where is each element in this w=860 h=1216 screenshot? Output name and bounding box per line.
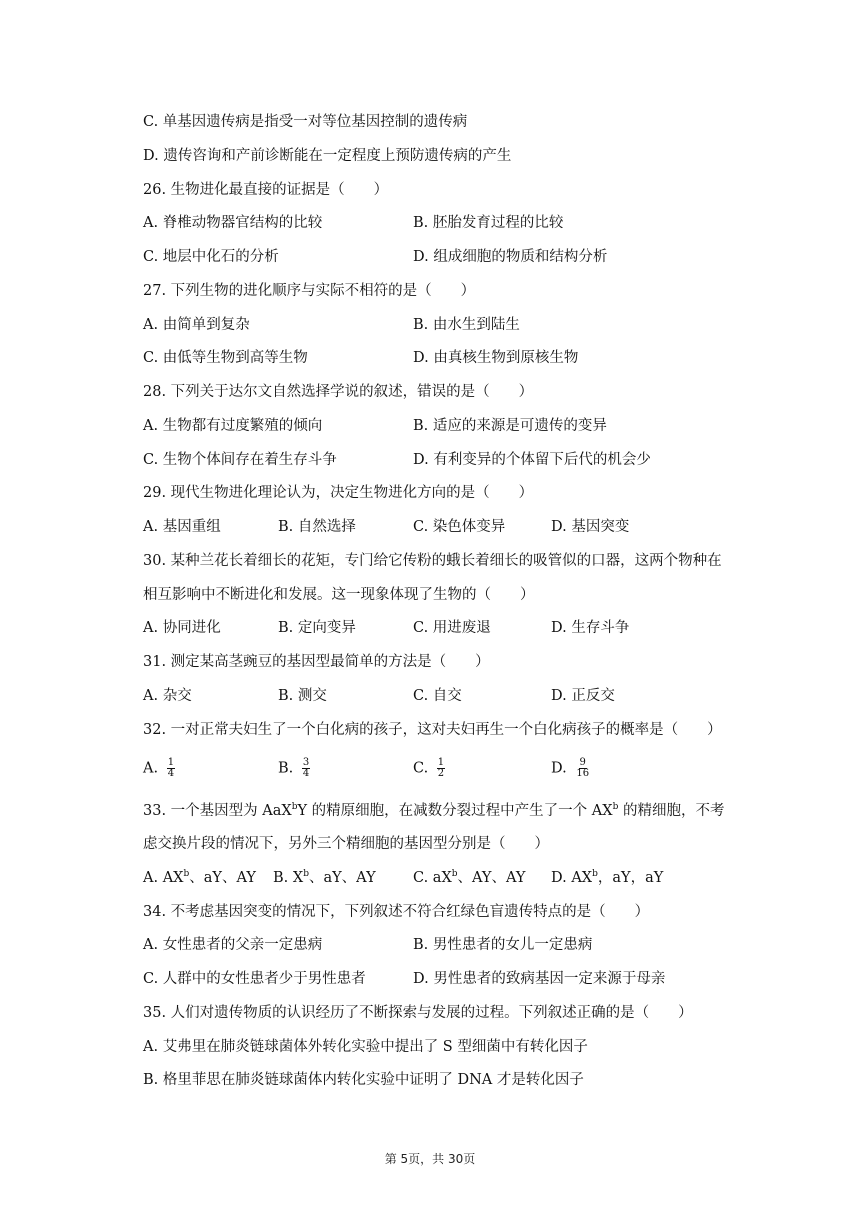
text: 、aY、AY: [189, 870, 256, 886]
option-row: [143, 517, 743, 537]
option-d: [551, 758, 590, 779]
text: 、aY、AY: [308, 870, 376, 886]
question-34: 34. 不考虑基因突变的情况下，下列叙述不符合红绿色盲遗传特点的是（ ）: [143, 904, 650, 920]
option-d: D. 由真核生物到原核生物: [413, 350, 579, 366]
option-row: [143, 618, 743, 638]
option-row: [143, 758, 743, 784]
numerator: 9: [579, 757, 586, 768]
text: Y 的精原细胞，在减数分裂过程中产生了一个 AX: [297, 803, 613, 819]
denominator: 4: [167, 768, 175, 779]
text: ，aY，aY: [597, 870, 664, 886]
option-row: [143, 416, 607, 436]
question-31: 31. 测定某高茎豌豆的基因型最简单的方法是（ ）: [143, 654, 490, 670]
text: 、AY、AY: [457, 870, 526, 886]
option-d: D. 组成细胞的物质和结构分析: [413, 249, 608, 265]
option-d: D. 基因突变: [551, 519, 630, 535]
option-a: A. 由简单到复杂: [143, 317, 250, 333]
superscript: b: [183, 869, 190, 880]
numerator: 3: [302, 757, 310, 768]
superscript: b: [303, 869, 309, 880]
question-27: 27. 下列生物的进化顺序与实际不相符的是（ ）: [143, 283, 476, 299]
option-row: [143, 247, 608, 267]
superscript: b: [592, 869, 598, 880]
option-c: C. 自交: [413, 688, 462, 704]
option-c: C. 人群中的女性患者少于男性患者: [143, 971, 366, 987]
option-row: [143, 969, 666, 989]
option-c: [413, 868, 525, 888]
option-label: A.: [143, 760, 159, 777]
page-footer: 第 5页，共 30页: [384, 1152, 476, 1166]
text: B. X: [273, 870, 304, 886]
option-text: D. 遗传咨询和产前诊断能在一定程度上预防遗传病的产生: [143, 148, 512, 164]
option-b: B. 胚胎发育过程的比较: [413, 215, 564, 231]
fraction: [302, 758, 310, 779]
text: 的精细胞，不考: [618, 803, 725, 819]
question-30: 30. 某种兰花长着细长的花矩，专门给它传粉的蛾长着细长的吸管似的口器，这两个物种在: [143, 553, 722, 569]
question-33: [143, 801, 724, 821]
option-row: [143, 348, 579, 368]
option-d: [551, 868, 663, 888]
option-b: [273, 868, 376, 888]
text: D. AX: [551, 870, 593, 886]
option-b: B. 定向变异: [278, 620, 356, 636]
option-d: D. 正反交: [551, 688, 615, 704]
question-26: 26. 生物进化最直接的证据是（ ）: [143, 182, 389, 198]
option-d: D. 有利变异的个体留下后代的机会少: [413, 452, 651, 468]
option-row: [143, 935, 593, 955]
option-a: [143, 758, 175, 779]
option-b: B. 适应的来源是可遗传的变异: [413, 418, 607, 434]
question-30-cont: 相互影响中不断进化和发展。这一现象体现了生物的（ ）: [143, 587, 535, 603]
option-a: A. 生物都有过度繁殖的倾向: [143, 418, 323, 434]
fraction: [575, 758, 590, 779]
question-33-cont: 虑交换片段的情况下，另外三个精细胞的基因型分别是（ ）: [143, 836, 549, 852]
fraction: [167, 758, 175, 779]
denominator: 16: [576, 768, 590, 779]
option-d: D. 生存斗争: [551, 620, 630, 636]
text: 33. 一个基因型为 AaX: [143, 803, 292, 819]
option-label: B.: [278, 760, 294, 777]
option-c: C. 用进废退: [413, 620, 491, 636]
option-c: C. 由低等生物到高等生物: [143, 350, 308, 366]
option-label: C.: [413, 760, 429, 777]
option-row: [143, 450, 651, 470]
option-row: [143, 315, 520, 335]
option-b: B. 由水生到陆生: [413, 317, 520, 333]
text: C. aX: [413, 870, 452, 886]
option-a: A. 脊椎动物器官结构的比较: [143, 215, 323, 231]
option-d: D. 男性患者的致病基因一定来源于母亲: [413, 971, 666, 987]
denominator: 4: [302, 768, 310, 779]
option-c: C. 染色体变异: [413, 519, 506, 535]
option-text: C. 单基因遗传病是指受一对等位基因控制的遗传病: [143, 114, 468, 130]
option-label: D.: [551, 760, 567, 777]
option-b: B. 自然选择: [278, 519, 356, 535]
question-32: 32. 一对正常夫妇生了一个白化病的孩子，这对夫妇再生一个白化病孩子的概率是（ ）: [143, 722, 722, 738]
option-row: [143, 868, 743, 888]
superscript: b: [612, 802, 619, 813]
option-b: B. 男性患者的女儿一定患病: [413, 937, 593, 953]
option-a: A. 协同进化: [143, 620, 221, 636]
option-a: A. 艾弗里在肺炎链球菌体外转化实验中提出了 S 型细菌中有转化因子: [143, 1039, 588, 1055]
numerator: 1: [167, 757, 175, 768]
denominator: 2: [437, 768, 445, 779]
option-a: [143, 868, 256, 888]
numerator: 1: [437, 757, 445, 768]
option-c: C. 地层中化石的分析: [143, 249, 279, 265]
option-b: [278, 758, 310, 779]
option-c: [413, 758, 445, 779]
text: A. AX: [143, 870, 184, 886]
question-29: 29. 现代生物进化理论认为，决定生物进化方向的是（ ）: [143, 485, 534, 501]
superscript: b: [291, 802, 298, 813]
option-c: C. 生物个体间存在着生存斗争: [143, 452, 337, 468]
option-row: [143, 213, 564, 233]
option-b: B. 测交: [278, 688, 327, 704]
option-a: A. 基因重组: [143, 519, 221, 535]
option-a: A. 女性患者的父亲一定患病: [143, 937, 323, 953]
superscript: b: [451, 869, 458, 880]
option-row: [143, 686, 743, 706]
question-28: 28. 下列关于达尔文自然选择学说的叙述，错误的是（ ）: [143, 384, 534, 400]
question-35: 35. 人们对遗传物质的认识经历了不断探索与发展的过程。下列叙述正确的是（ ）: [143, 1005, 693, 1021]
option-a: A. 杂交: [143, 688, 192, 704]
fraction: [437, 758, 445, 779]
option-b: B. 格里菲思在肺炎链球菌体内转化实验中证明了 DNA 才是转化因子: [143, 1072, 584, 1088]
